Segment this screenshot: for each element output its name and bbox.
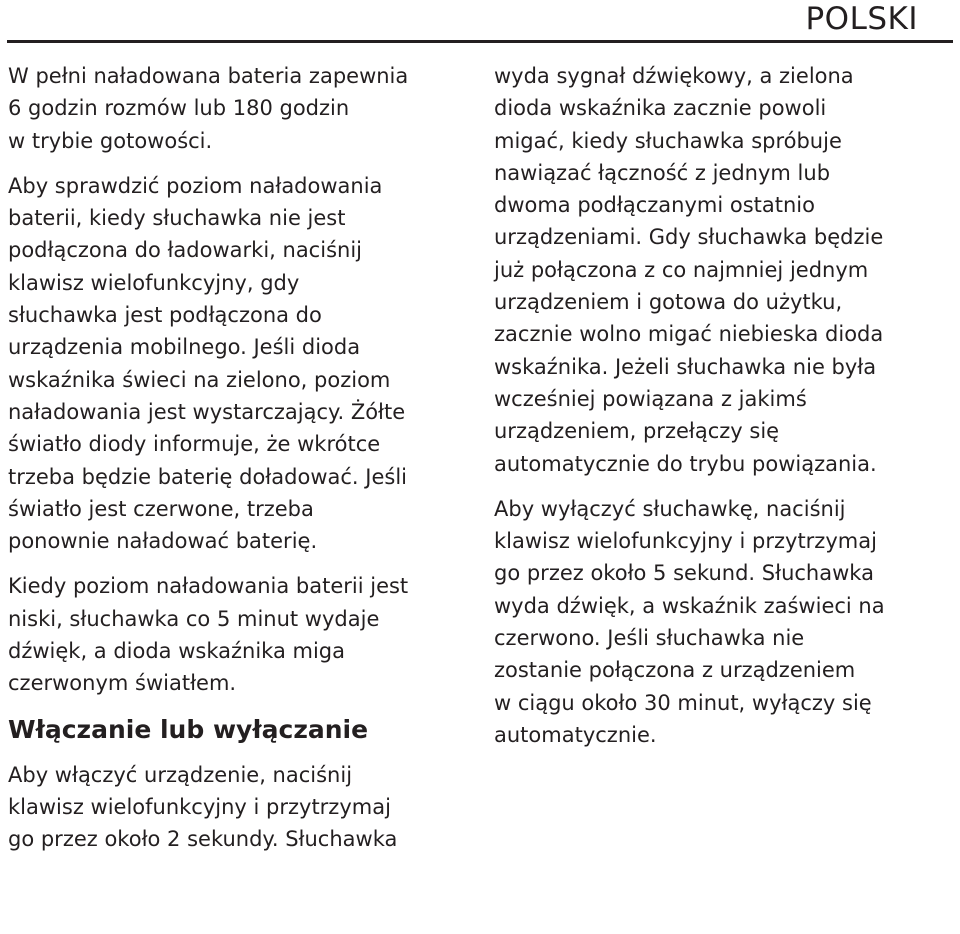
power-on-paragraph: Aby włączyć urządzenie, naciśnij klawisz wielofunkcyjny i przytrzymaj go przez około 2 sekundy. Słuchawka	[8, 762, 398, 852]
power-off-paragraph: Aby wyłączyć słuchawkę, naciśnij klawisz wielofunkcyjny i przytrzymaj go przez około 5 sekund. Słuchawka wyda dźwięk, a wskaźnik zaświeci na czerwono. Jeśli słuchawka nie zostanie połączona z urządzeniem w ciągu około 30 minut, wyłączy się automatycznie.	[494, 496, 885, 747]
header-rule	[7, 40, 953, 43]
right-column	[494, 60, 942, 764]
battery-check-paragraph: Aby sprawdzić poziom naładowania baterii, kiedy słuchawka nie jest podłączona do ładowarki, naciśnij klawisz wielofunkcyjny, gdy słuchawka jest podłączona do urządzenia mobilnego. Jeśli dioda wskaźnika świeci na zielono, poziom naładowania jest wystarczający. Żółte światło diody informuje, że wkrótce trzeba będzie baterię doładować. Jeśli światło jest czerwone, trzeba ponownie naładować baterię.	[8, 173, 407, 554]
low-battery-paragraph: Kiedy poziom naładowania baterii jest niski, słuchawka co 5 minut wydaje dźwięk, a dioda wskaźnika miga czerwonym światłem.	[8, 574, 409, 696]
battery-capacity-paragraph: W pełni naładowana bateria zapewnia 6 godzin rozmów lub 180 godzin w trybie gotowości.	[8, 64, 409, 153]
page-language-label: POLSKI	[805, 1, 918, 37]
section-heading-power: Włączanie lub wyłączanie	[8, 714, 369, 744]
left-column	[8, 60, 470, 869]
power-on-continued-paragraph: wyda sygnał dźwiękowy, a zielona dioda wskaźnika zacznie powoli migać, kiedy słuchawka spróbuje nawiązać łączność z jednym lub dwoma podłączanymi ostatnio urządzeniami. Gdy słuchawka będzie już połączona z co najmniej jednym urządzeniem i gotowa do użytku, zacznie wolno migać niebieska dioda wskaźnika. Jeżeli słuchawka nie była wcześniej powiązana z jakimś urządzeniem, przełączy się automatycznie do trybu powiązania.	[494, 64, 884, 476]
